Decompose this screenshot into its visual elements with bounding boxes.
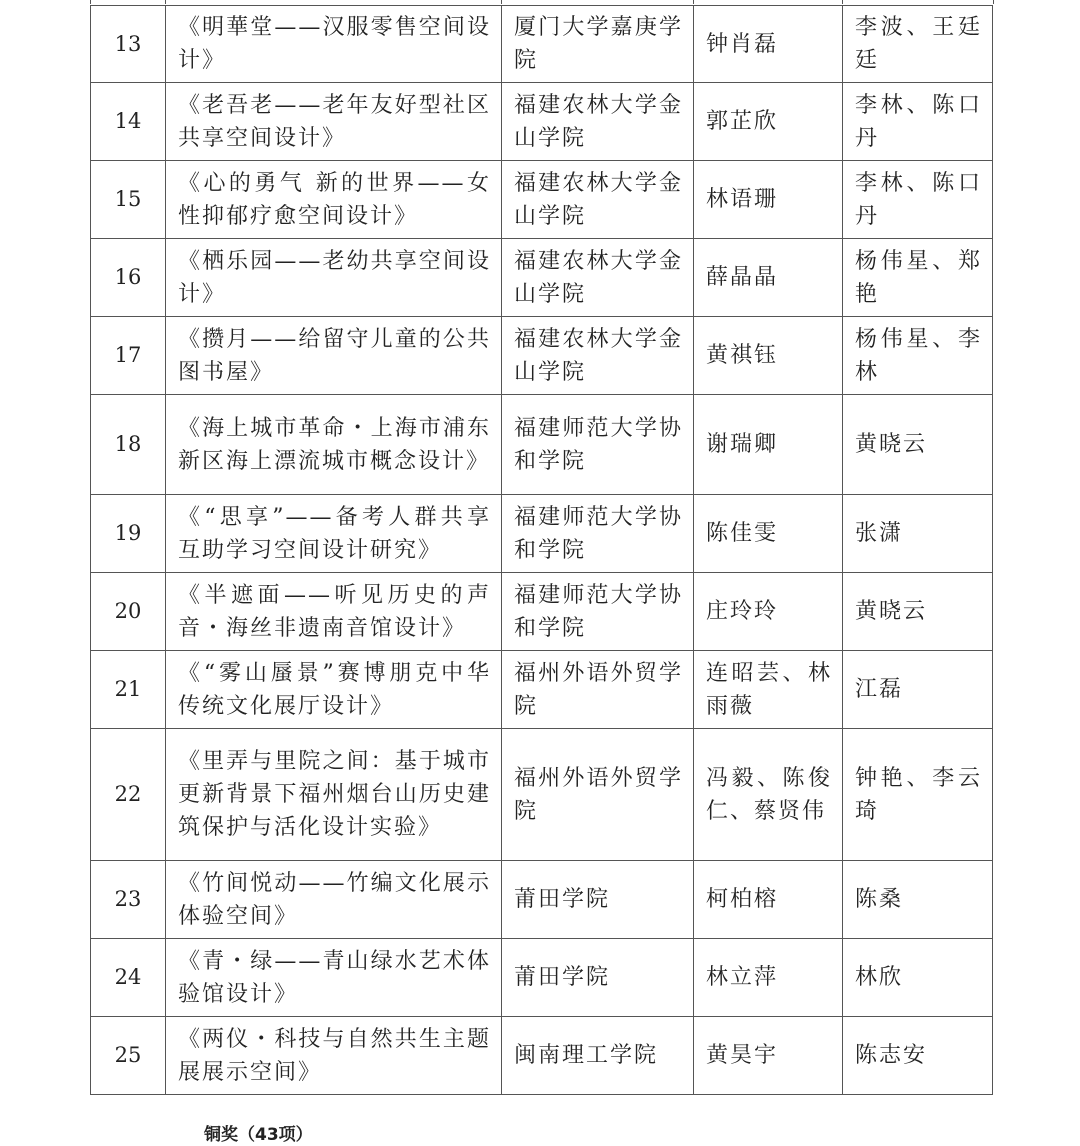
table-row: [91, 395, 993, 495]
authors: 黄昊宇: [694, 1017, 843, 1095]
authors: 柯柏榕: [694, 861, 843, 939]
table-row: [91, 651, 993, 729]
advisors: 陈志安: [843, 1017, 993, 1095]
table-row: [91, 239, 993, 317]
row-number: 14: [91, 83, 166, 161]
advisors: 杨伟星、郑艳: [843, 239, 993, 317]
work-title: 《海上城市革命・上海市浦东新区海上漂流城市概念设计》: [166, 395, 502, 495]
table-row: [91, 729, 993, 861]
school-name: 福州外语外贸学院: [502, 651, 694, 729]
work-title: 《“思享”——备考人群共享互助学习空间设计研究》: [166, 495, 502, 573]
row-number: 15: [91, 161, 166, 239]
authors: 薛晶晶: [694, 239, 843, 317]
row-number: 24: [91, 939, 166, 1017]
row-number: 22: [91, 729, 166, 861]
authors: 陈佳雯: [694, 495, 843, 573]
authors: 林语珊: [694, 161, 843, 239]
work-title: 《“雾山蜃景”赛博朋克中华传统文化展厅设计》: [166, 651, 502, 729]
school-name: 福建师范大学协和学院: [502, 495, 694, 573]
authors: 谢瑞卿: [694, 395, 843, 495]
advisors: 李林、陈口丹: [843, 83, 993, 161]
table-row: [91, 6, 993, 83]
school-name: 福建师范大学协和学院: [502, 573, 694, 651]
table-row: [91, 495, 993, 573]
school-name: 莆田学院: [502, 861, 694, 939]
award-table: [90, 5, 993, 1095]
row-number: 25: [91, 1017, 166, 1095]
row-number: 16: [91, 239, 166, 317]
school-name: 福建农林大学金山学院: [502, 83, 694, 161]
authors: 钟肖磊: [694, 6, 843, 83]
authors: 连昭芸、林雨薇: [694, 651, 843, 729]
row-number: 20: [91, 573, 166, 651]
advisors: 张潇: [843, 495, 993, 573]
table-row: [91, 161, 993, 239]
row-number: 19: [91, 495, 166, 573]
work-title: 《明華堂——汉服零售空间设计》: [166, 6, 502, 83]
school-name: 福建师范大学协和学院: [502, 395, 694, 495]
work-title: 《半遮面——听见历史的声音・海丝非遗南音馆设计》: [166, 573, 502, 651]
school-name: 厦门大学嘉庚学院: [502, 6, 694, 83]
work-title: 《两仪・科技与自然共生主题展展示空间》: [166, 1017, 502, 1095]
work-title: 《竹间悦动——竹编文化展示体验空间》: [166, 861, 502, 939]
school-name: 福建农林大学金山学院: [502, 239, 694, 317]
advisors: 李波、王廷廷: [843, 6, 993, 83]
table-row: [91, 83, 993, 161]
authors: 郭芷欣: [694, 83, 843, 161]
authors: 庄玲玲: [694, 573, 843, 651]
school-name: 福建农林大学金山学院: [502, 161, 694, 239]
section-heading-bronze: 铜奖（43项）: [204, 1125, 313, 1145]
work-title: 《老吾老——老年友好型社区共享空间设计》: [166, 83, 502, 161]
school-name: 福建农林大学金山学院: [502, 317, 694, 395]
advisors: 陈桑: [843, 861, 993, 939]
authors: 林立萍: [694, 939, 843, 1017]
authors: 黄祺钰: [694, 317, 843, 395]
advisors: 黄晓云: [843, 395, 993, 495]
work-title: 《攒月——给留守儿童的公共图书屋》: [166, 317, 502, 395]
row-number: 13: [91, 6, 166, 83]
table-row: [91, 861, 993, 939]
advisors: 钟艳、李云琦: [843, 729, 993, 861]
advisors: 林欣: [843, 939, 993, 1017]
previous-row-fragment: [90, 0, 994, 4]
work-title: 《栖乐园——老幼共享空间设计》: [166, 239, 502, 317]
table-row: [91, 939, 993, 1017]
row-number: 18: [91, 395, 166, 495]
table-row: [91, 1017, 993, 1095]
table-row: [91, 573, 993, 651]
row-number: 17: [91, 317, 166, 395]
row-number: 23: [91, 861, 166, 939]
advisors: 黄晓云: [843, 573, 993, 651]
authors: 冯毅、陈俊仁、蔡贤伟: [694, 729, 843, 861]
advisors: 李林、陈口丹: [843, 161, 993, 239]
work-title: 《里弄与里院之间：基于城市更新背景下福州烟台山历史建筑保护与活化设计实验》: [166, 729, 502, 861]
work-title: 《心的勇气 新的世界——女性抑郁疗愈空间设计》: [166, 161, 502, 239]
school-name: 莆田学院: [502, 939, 694, 1017]
work-title: 《青・绿——青山绿水艺术体验馆设计》: [166, 939, 502, 1017]
advisors: 杨伟星、李林: [843, 317, 993, 395]
school-name: 闽南理工学院: [502, 1017, 694, 1095]
table-row: [91, 317, 993, 395]
school-name: 福州外语外贸学院: [502, 729, 694, 861]
row-number: 21: [91, 651, 166, 729]
advisors: 江磊: [843, 651, 993, 729]
